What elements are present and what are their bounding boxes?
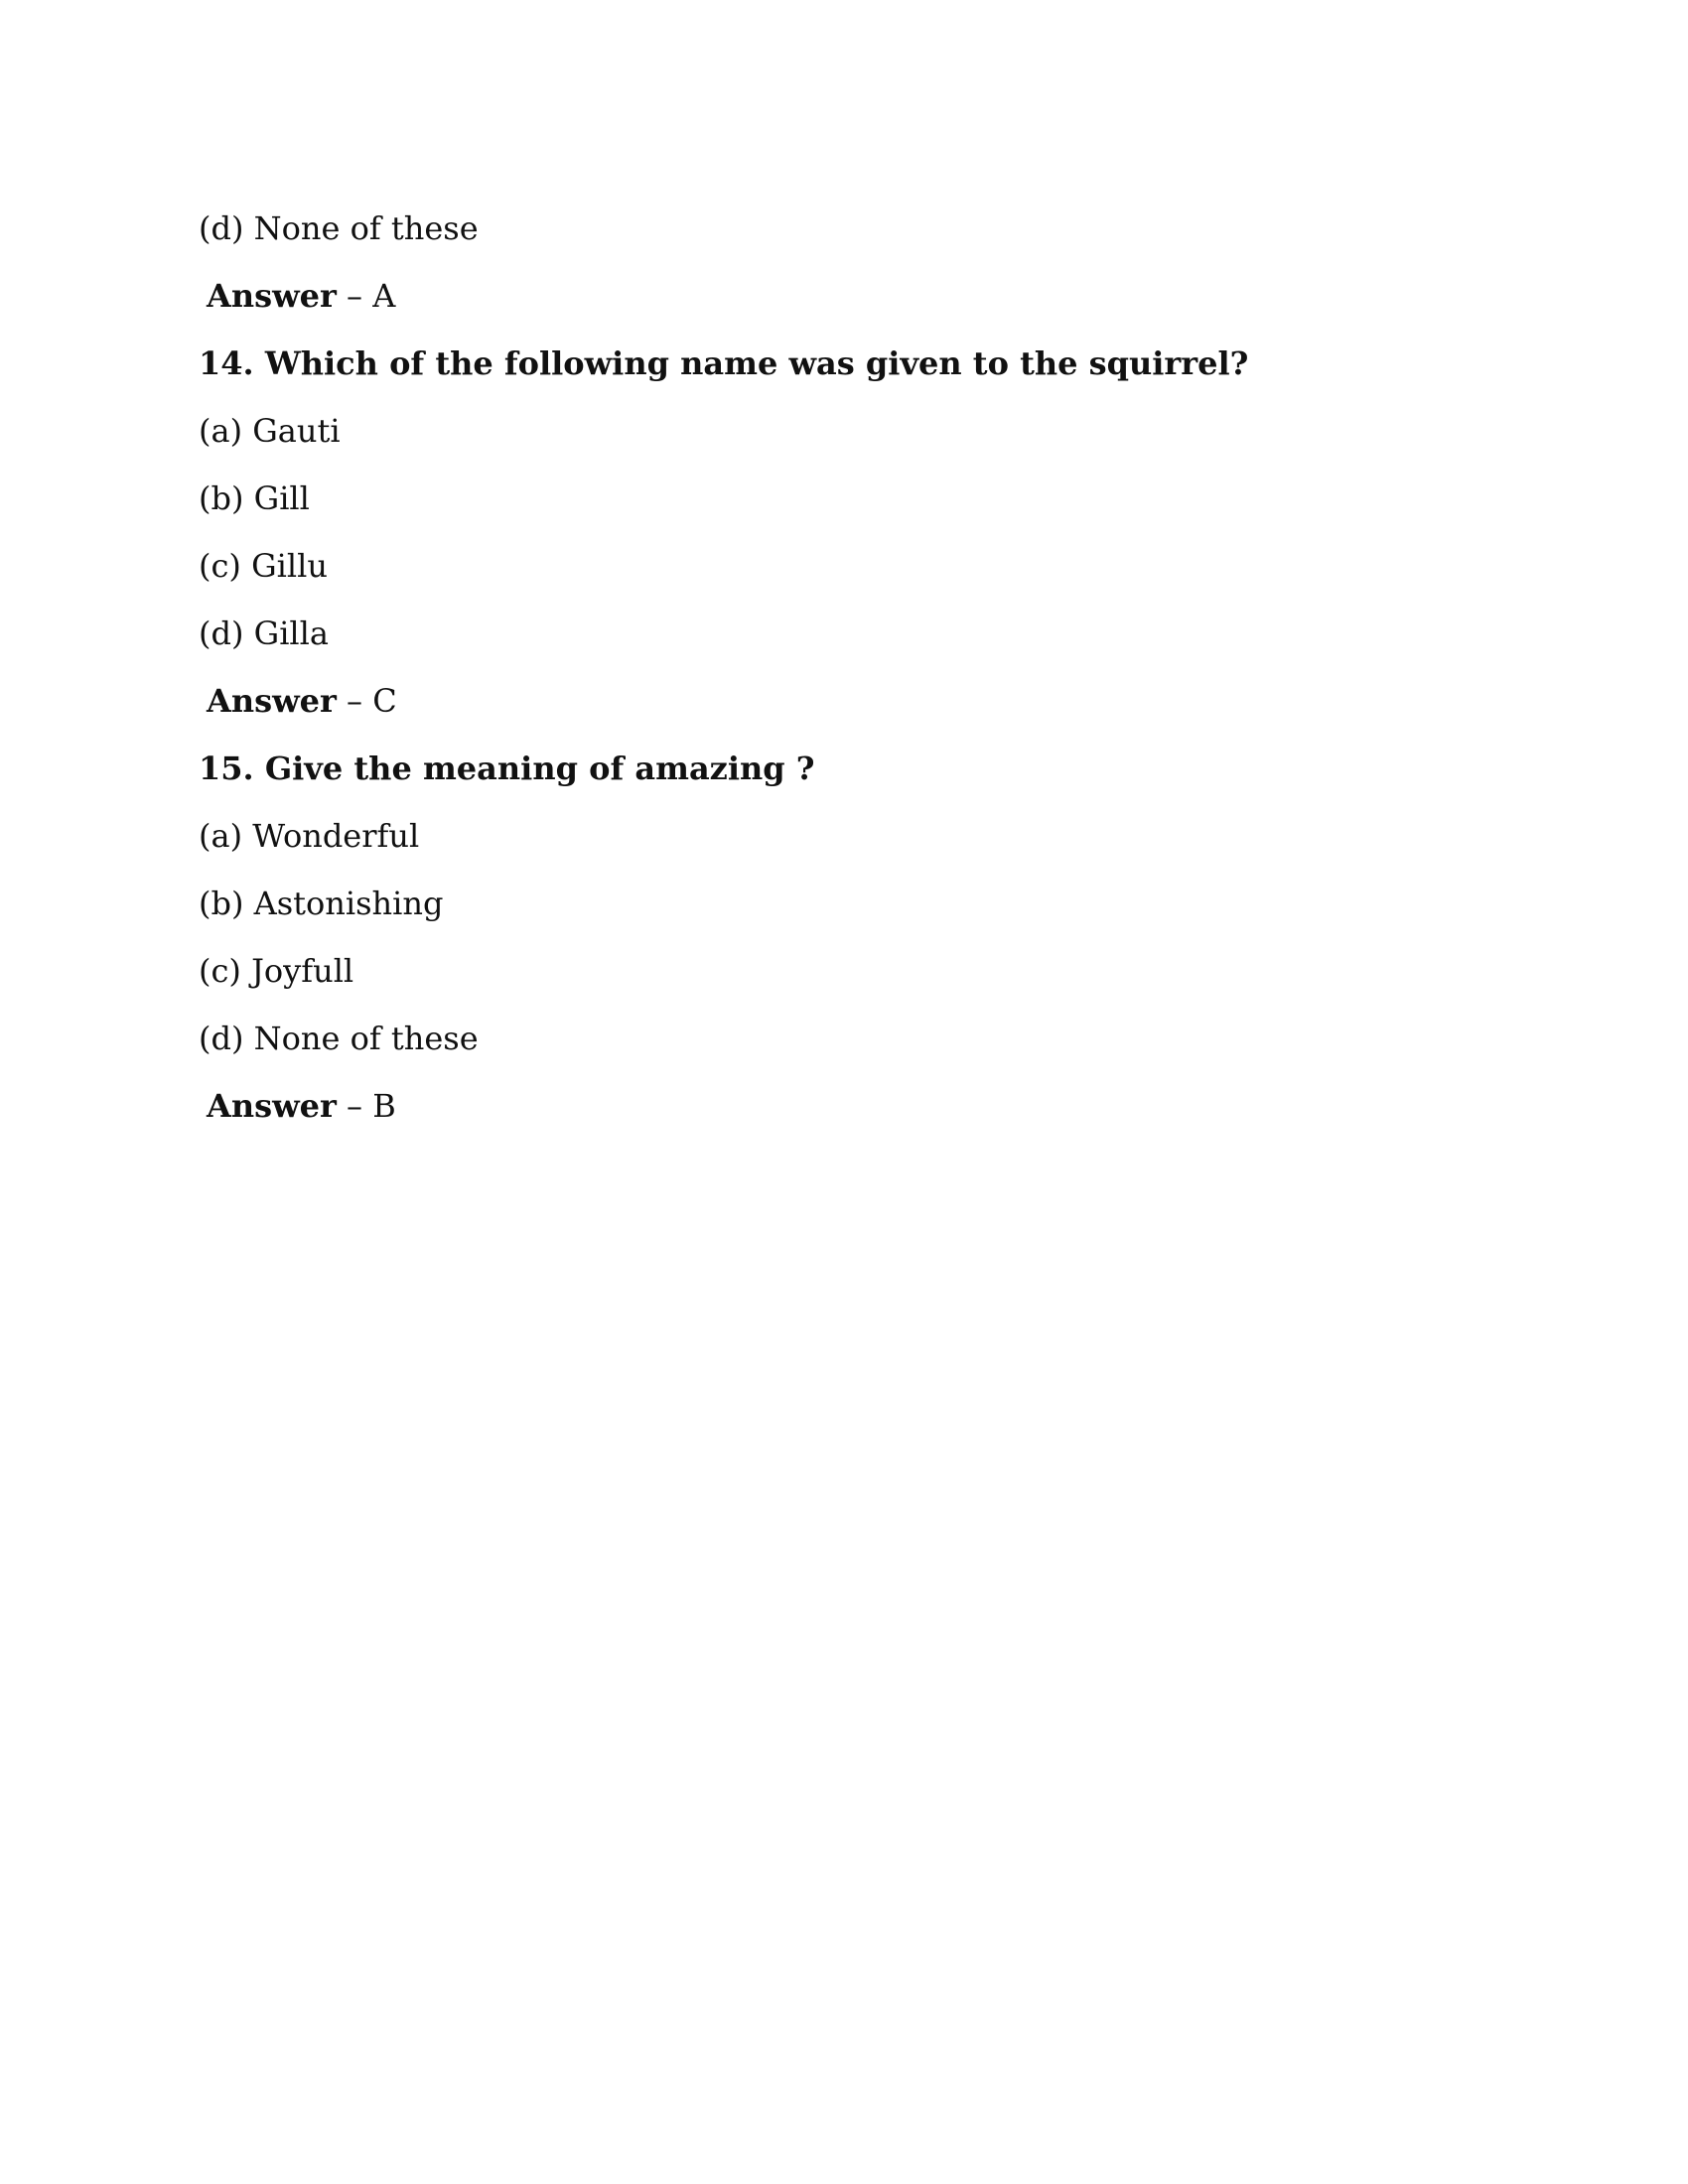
- answer-previous: [199, 262, 1489, 330]
- question-list: [199, 195, 1489, 1140]
- answer-value: B: [372, 1087, 396, 1125]
- q14-option-c: (c) Gillu: [199, 547, 328, 585]
- q14-option-b: (b) Gill: [199, 479, 310, 517]
- answer-separator: –: [336, 1087, 373, 1125]
- question-15: 15. Give the meaning of amazing ?: [199, 750, 815, 787]
- q15-option-c: (c) Joyfull: [199, 952, 354, 990]
- q15-option-b: (b) Astonishing: [199, 885, 444, 922]
- answer-separator: –: [336, 682, 373, 720]
- answer-label: Answer: [207, 1087, 337, 1125]
- answer-separator: –: [336, 277, 373, 315]
- answer-label: Answer: [207, 277, 337, 315]
- q14-answer: [199, 667, 1489, 735]
- answer-label: Answer: [207, 682, 337, 720]
- q15-answer: [199, 1072, 1489, 1140]
- option-d-previous: (d) None of these: [199, 209, 479, 247]
- q14-option-d: (d) Gilla: [199, 614, 329, 652]
- answer-value: A: [372, 277, 396, 315]
- question-14: 14. Which of the following name was given to the squirrel?: [199, 344, 1249, 382]
- answer-value: C: [372, 682, 397, 720]
- q15-option-a: (a) Wonderful: [199, 817, 420, 855]
- q15-option-d: (d) None of these: [199, 1020, 479, 1057]
- q14-option-a: (a) Gauti: [199, 412, 341, 450]
